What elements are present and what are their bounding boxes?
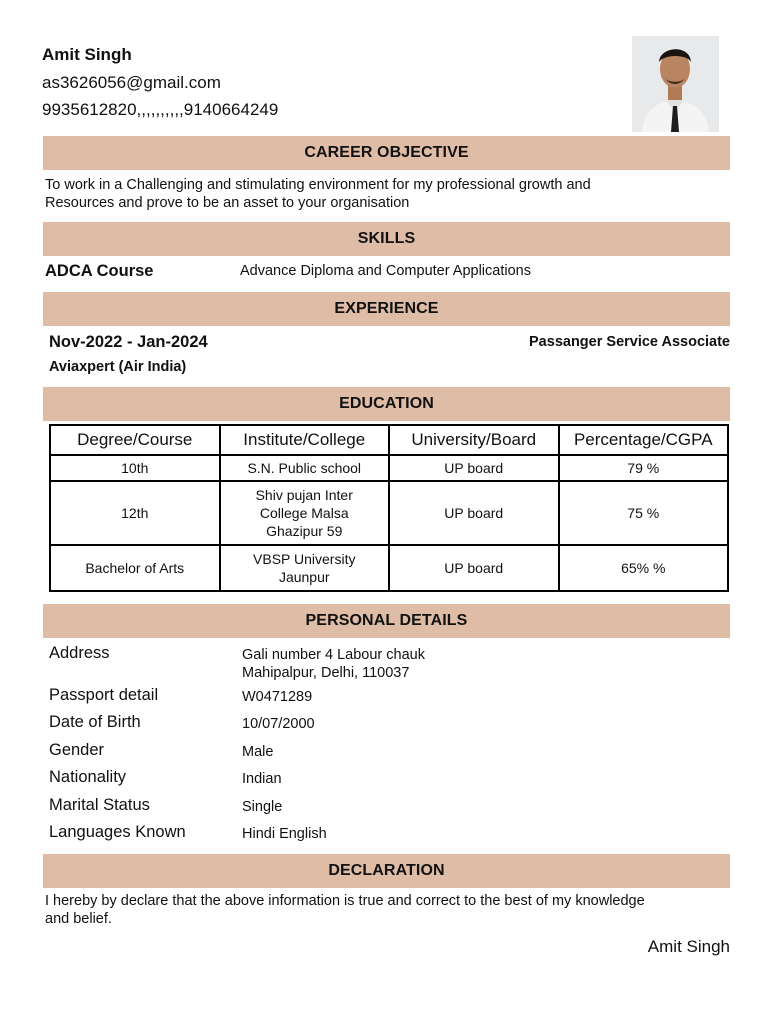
table-cell: 12th — [50, 481, 220, 545]
table-cell: UP board — [389, 455, 559, 481]
institute-line: Shiv pujan Inter — [255, 487, 353, 503]
table-row — [50, 545, 728, 591]
section-declaration: DECLARATION — [43, 854, 730, 888]
declaration-line: I hereby by declare that the above information is true and correct to the best of my knowledge — [45, 893, 645, 909]
table-cell: UP board — [389, 481, 559, 545]
passport-value: W0471289 — [242, 689, 313, 705]
column-header: University/Board — [389, 425, 559, 455]
gender-label: Gender — [49, 741, 105, 759]
table-cell — [220, 481, 390, 545]
career-objective-line: Resources and prove to be an asset to your organisation — [45, 195, 410, 211]
signature-name: Amit Singh — [647, 937, 730, 956]
career-objective-line: To work in a Challenging and stimulating environment for my professional growth and — [45, 177, 591, 193]
experience-role: Passanger Service Associate — [529, 334, 730, 350]
institute-line: Ghazipur 59 — [266, 523, 343, 539]
declaration-line: and belief. — [45, 911, 112, 927]
skill-description: Advance Diploma and Computer Applications — [240, 263, 531, 279]
section-skills: SKILLS — [43, 222, 730, 256]
section-experience: EXPERIENCE — [43, 292, 730, 326]
candidate-name: Amit Singh — [42, 45, 132, 64]
dob-value: 10/07/2000 — [242, 716, 315, 732]
gender-value: Male — [242, 744, 274, 760]
person-photo-icon — [632, 36, 719, 132]
table-cell: 79 % — [559, 455, 729, 481]
phone-text: 9935612820,,,,,,,,,,9140664249 — [42, 100, 279, 119]
table-cell: Bachelor of Arts — [50, 545, 220, 591]
column-header: Degree/Course — [50, 425, 220, 455]
table-row — [50, 455, 728, 481]
email-text: as3626056@gmail.com — [42, 73, 221, 92]
address-line: Mahipalpur, Delhi, 110037 — [242, 665, 410, 681]
address-line: Gali number 4 Labour chauk — [242, 647, 425, 663]
institute-line: VBSP University — [253, 551, 356, 567]
nationality-label: Nationality — [49, 768, 127, 786]
table-cell: UP board — [389, 545, 559, 591]
address-value — [242, 646, 425, 682]
nationality-value: Indian — [242, 771, 282, 787]
table-row — [50, 481, 728, 545]
section-personal-details: PERSONAL DETAILS — [43, 604, 730, 638]
table-header-row — [50, 425, 728, 455]
column-header: Percentage/CGPA — [559, 425, 729, 455]
column-header: Institute/College — [220, 425, 390, 455]
table-cell: 10th — [50, 455, 220, 481]
marital-status-label: Marital Status — [49, 796, 150, 814]
declaration-text — [45, 892, 735, 928]
marital-status-value: Single — [242, 799, 283, 815]
education-table — [49, 424, 729, 592]
address-label: Address — [49, 644, 110, 662]
experience-period: Nov-2022 - Jan-2024 — [49, 333, 208, 351]
passport-label: Passport detail — [49, 686, 159, 704]
table-cell: S.N. Public school — [220, 455, 390, 481]
languages-value: Hindi English — [242, 826, 327, 842]
institute-line: Jaunpur — [278, 569, 330, 585]
dob-label: Date of Birth — [49, 713, 141, 731]
section-education: EDUCATION — [43, 387, 730, 421]
profile-photo — [632, 36, 719, 132]
table-cell: 65% % — [559, 545, 729, 591]
skill-name: ADCA Course — [45, 262, 154, 280]
table-cell: 75 % — [559, 481, 729, 545]
languages-label: Languages Known — [49, 823, 186, 841]
table-cell — [220, 545, 390, 591]
institute-line: College Malsa — [259, 505, 349, 521]
section-career-objective: CAREER OBJECTIVE — [43, 136, 730, 170]
experience-company: Aviaxpert (Air India) — [49, 359, 187, 375]
career-objective-text — [45, 176, 725, 212]
